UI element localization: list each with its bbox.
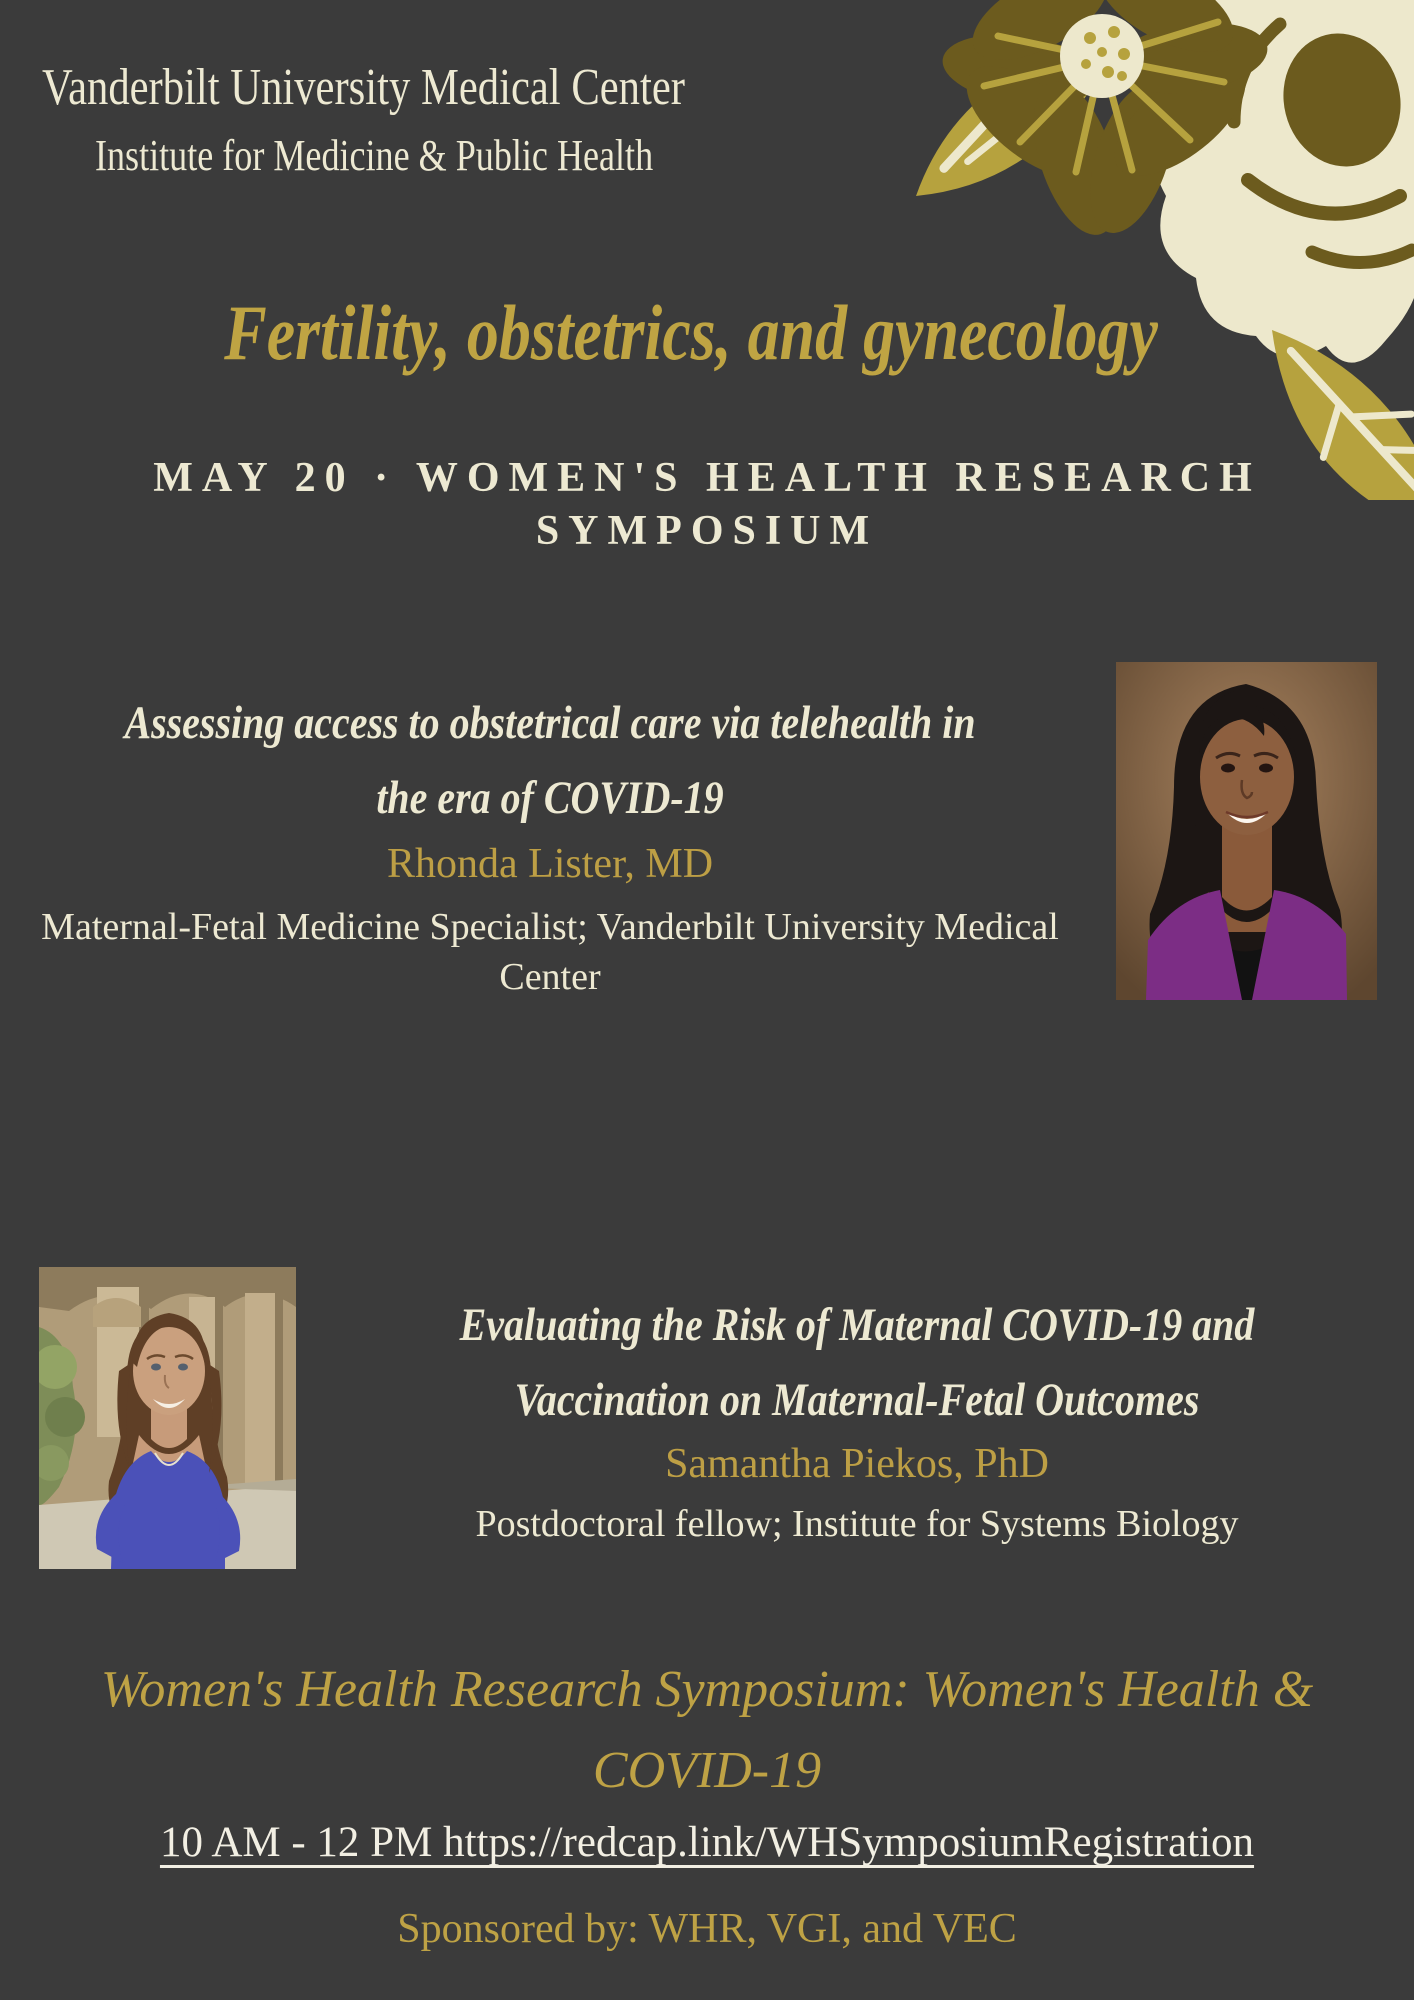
talk1-affiliation-line1: Maternal-Fetal Medicine Specialist; Vanderbilt University Medical bbox=[41, 906, 1059, 948]
registration-link[interactable]: 10 AM - 12 PM https://redcap.link/WHSymposiumRegistration bbox=[159, 1819, 1255, 1866]
talk2-affiliation: Postdoctoral fellow; Institute for Systems Biology bbox=[475, 1503, 1239, 1545]
talk1-speaker-name: Rhonda Lister, MD bbox=[386, 841, 714, 887]
talk2-title-line2: Vaccination on Maternal-Fetal Outcomes bbox=[514, 1374, 1200, 1427]
talk1-affiliation bbox=[10, 902, 1090, 1002]
talk2-speaker-name: Samantha Piekos, PhD bbox=[665, 1441, 1049, 1487]
sponsors-line: Sponsored by: WHR, VGI, and VEC bbox=[397, 1906, 1017, 1952]
talk1-title-line1: Assessing access to obstetrical care via telehealth in bbox=[124, 697, 976, 749]
session-title-line2: COVID-19 bbox=[592, 1741, 822, 1799]
event-title: Fertility, obstetrics, and gynecology bbox=[224, 289, 1158, 376]
event-subtitle bbox=[0, 452, 1414, 557]
talk1-title-line2: the era of COVID-19 bbox=[376, 772, 724, 825]
session-title-line1: Women's Health Research Symposium: Women's Health & bbox=[100, 1661, 1314, 1718]
talk1-title bbox=[91, 686, 1009, 836]
samantha-piekos-photo bbox=[39, 1267, 296, 1569]
rhonda-lister-photo bbox=[1116, 662, 1377, 1000]
flower-decoration bbox=[880, 0, 1414, 500]
event-subtitle-line1: MAY 20 · WOMEN'S HEALTH RESEARCH bbox=[153, 455, 1261, 501]
organization-name: Vanderbilt University Medical Center bbox=[42, 59, 685, 116]
session-title bbox=[0, 1650, 1414, 1811]
event-subtitle-line2: SYMPOSIUM bbox=[535, 507, 879, 554]
talk2-title bbox=[384, 1288, 1331, 1438]
talk1-affiliation-line2: Center bbox=[499, 956, 601, 999]
talk2-title-line1: Evaluating the Risk of Maternal COVID-19 and bbox=[459, 1299, 1255, 1351]
institute-name: Institute for Medicine & Public Health bbox=[95, 131, 654, 180]
